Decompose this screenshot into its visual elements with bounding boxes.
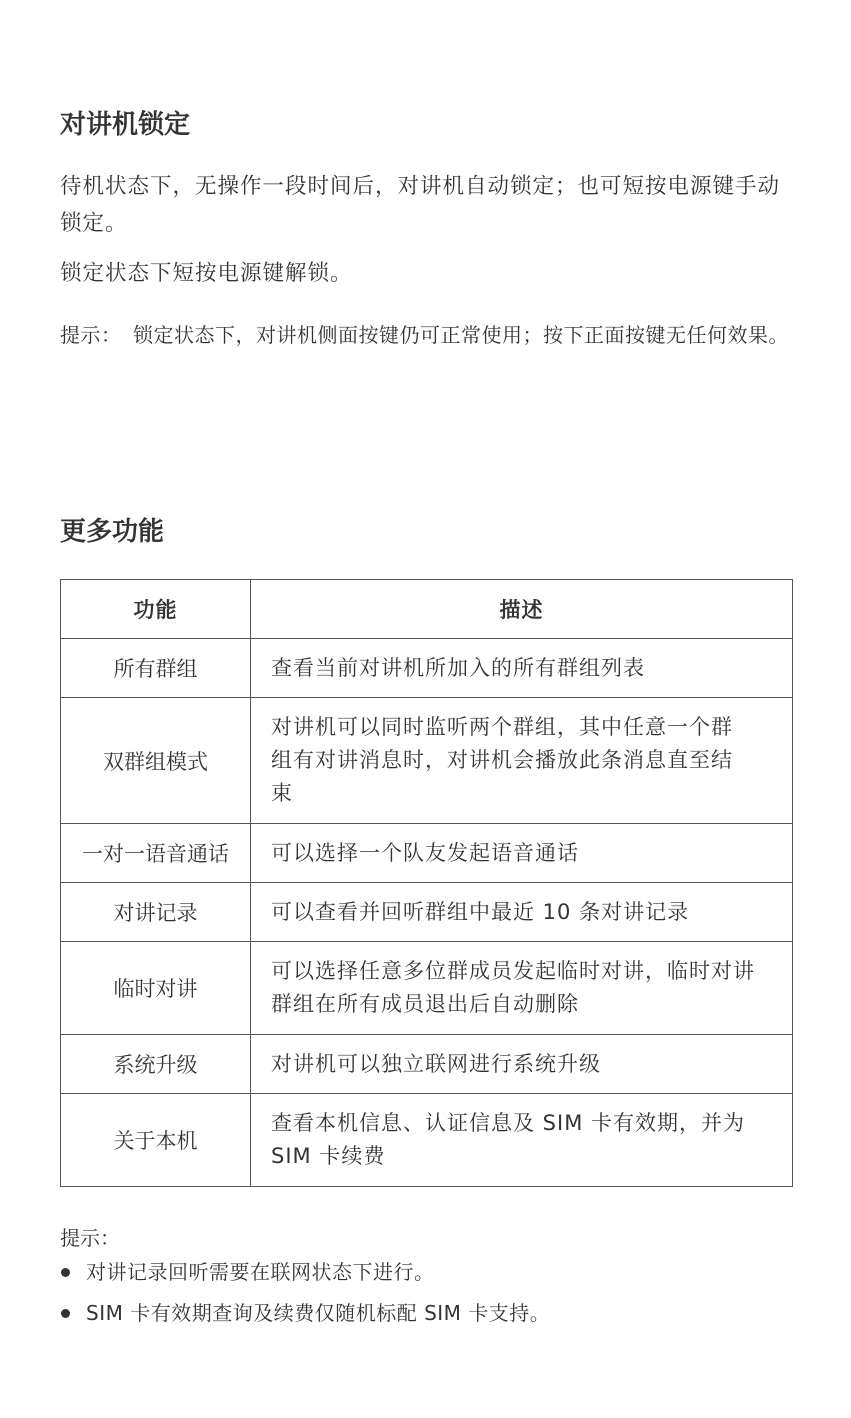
list-item-text: SIM 卡有效期查询及续费仅随机标配 SIM 卡支持。 [86,1301,551,1325]
paragraph-unlock-description: 锁定状态下短按电源键解锁。 [60,261,353,286]
bottom-tip-list [60,1256,550,1338]
list-item-text: 对讲记录回听需要在联网状态下进行。 [86,1260,435,1284]
section-title-lock: 对讲机锁定 [60,110,191,140]
bottom-tip-label: 提示： [60,1226,120,1250]
feature-cell: 一对一语音通话 [61,824,251,883]
table-header-row [61,580,793,639]
list-item [60,1297,550,1329]
description-cell: 可以选择任意多位群成员发起临时对讲，临时对讲群组在所有成员退出后自动删除 [251,942,793,1035]
description-cell: 可以选择一个队友发起语音通话 [251,824,793,883]
bullet-dot-icon [61,1309,70,1318]
description-cell: 可以查看并回听群组中最近 10 条对讲记录 [251,883,793,942]
section-title-more-features: 更多功能 [60,517,165,547]
table-row [61,698,793,824]
description-cell: 查看当前对讲机所加入的所有群组列表 [251,639,793,698]
feature-cell: 双群组模式 [61,698,251,824]
table-header-description: 描述 [251,580,793,639]
list-item [60,1256,550,1288]
feature-cell: 关于本机 [61,1094,251,1187]
table-row [61,942,793,1035]
bullet-dot-icon [61,1268,70,1277]
table-header-feature: 功能 [61,580,251,639]
feature-cell: 所有群组 [61,639,251,698]
description-cell: 查看本机信息、认证信息及 SIM 卡有效期，并为 SIM 卡续费 [251,1094,793,1187]
lock-tip [60,319,792,351]
features-table [60,579,793,1187]
table-row [61,824,793,883]
paragraph-lock-description: 待机状态下，无操作一段时间后，对讲机自动锁定；也可短按电源键手动锁定。 [60,174,781,236]
feature-cell: 临时对讲 [61,942,251,1035]
feature-cell: 系统升级 [61,1035,251,1094]
table-row [61,1035,793,1094]
table-row [61,1094,793,1187]
tip-text: 锁定状态下，对讲机侧面按键仍可正常使用；按下正面按键无任何效果。 [133,323,789,347]
table-row [61,883,793,942]
table-row [61,639,793,698]
description-cell: 对讲机可以同时监听两个群组，其中任意一个群组有对讲消息时，对讲机会播放此条消息直至结束 [251,698,793,824]
feature-cell: 对讲记录 [61,883,251,942]
description-cell: 对讲机可以独立联网进行系统升级 [251,1035,793,1094]
tip-label: 提示： [60,323,122,347]
